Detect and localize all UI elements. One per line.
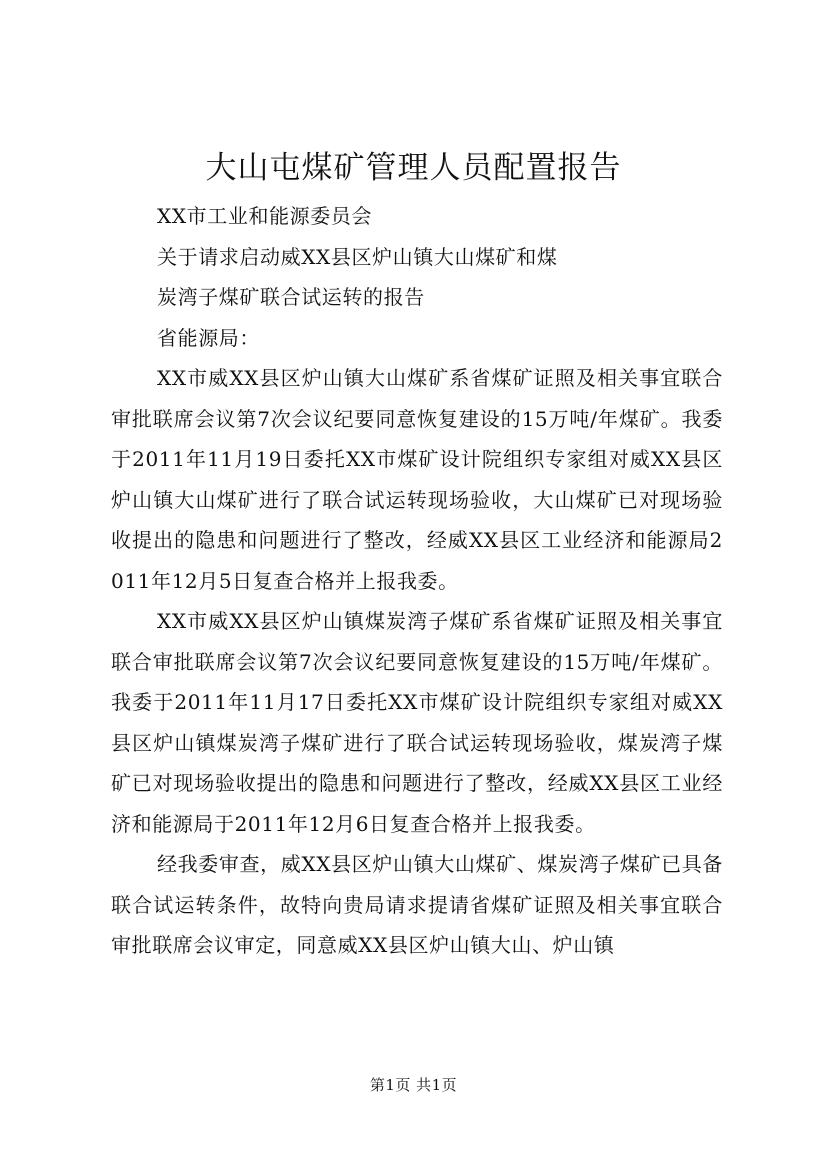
salutation: 省能源局： [157,325,260,350]
paragraph-dashan-mine: XX市威XX县区炉山镇大山煤矿系省煤矿证照及相关事宜联合审批联席会议第7次会议纪要同意恢复建设的15万吨/年煤矿。我委于2011年11月19日委托XX市煤矿设计院组织专家组对威XX县区炉山镇大山煤矿进行了联合试运转现场验收，大山煤矿已对现场验收提出的隐患和问题进行了整改，经威XX县区工业经济和能源局2011年12月5日复查合格并上报我委。 [111,366,723,593]
paragraph-review-request: 经我委审查，威XX县区炉山镇大山煤矿、煤炭湾子煤矿已具备联合试运转条件，故特向贵局请求提请省煤矿证照及相关事宜联合审批联席会议审定，同意威XX县区炉山镇大山、炉山镇 [111,852,723,957]
document-body [111,196,723,966]
paragraph-meitanwanzi-mine: XX市威XX县区炉山镇煤炭湾子煤矿系省煤矿证照及相关事宜联合审批联席会议第7次会议纪要同意恢复建设的15万吨/年煤矿。我委于2011年11月17日委托XX市煤矿设计院组织专家组对威XX县区炉山镇煤炭湾子煤矿进行了联合试运转现场验收，煤炭湾子煤矿已对现场验收提出的隐患和问题进行了整改，经威XX县区工业经济和能源局于2011年12月6日复查合格并上报我委。 [111,609,723,836]
recipient-org: XX市工业和能源委员会 [157,204,373,228]
subject-line-2: 炭湾子煤矿联合试运转的报告 [157,285,425,309]
document-title: 大山屯煤矿管理人员配置报告 [205,150,622,186]
page-footer: 第1页 共1页 [369,1076,458,1094]
subject-line-1: 关于请求启动威XX县区炉山镇大山煤矿和煤 [157,244,558,269]
